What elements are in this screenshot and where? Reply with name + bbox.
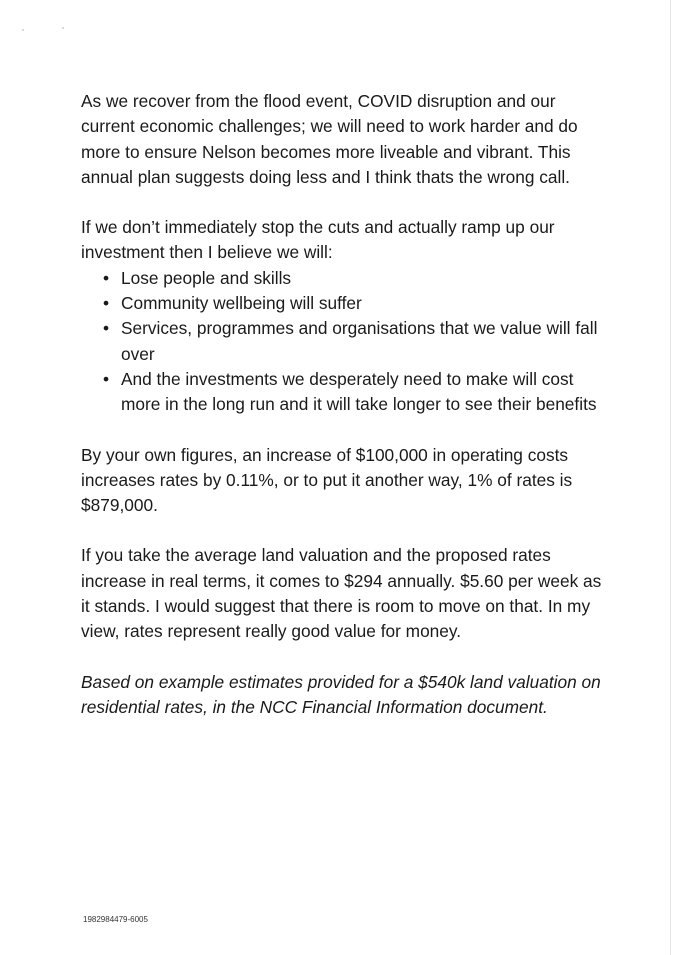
paragraph-figures: By your own figures, an increase of $100,000 in operating costs increases rates by 0.11%, or to put it another way, 1% of rates is $879,000.: [81, 444, 573, 516]
list-item: [81, 266, 611, 291]
scan-speck: [22, 29, 24, 31]
bullet-icon: •: [103, 368, 110, 389]
paragraph-stop-cuts: If we don’t immediately stop the cuts and actually ramp up our investment then I believe we will:: [81, 217, 555, 263]
document-body: [81, 89, 611, 745]
list-item: [81, 291, 611, 316]
list-item-text: Lose people and skills: [121, 267, 292, 288]
bullet-icon: •: [103, 293, 110, 314]
bullet-list: [81, 266, 611, 418]
scan-edge: [670, 0, 671, 955]
paragraph-estimate-note: Based on example estimates provided for a $540k land valuation on residential rates, in the NCC Financial Information document.: [81, 671, 601, 717]
list-item: [81, 316, 611, 367]
paragraph-recovery: As we recover from the flood event, COVID disruption and our current economic challenges; we will need to work harder and do more to ensure Nelson becomes more liveable and vibrant. This annual plan suggests doing less and I think thats the wrong call.: [81, 91, 578, 187]
bullet-icon: •: [103, 318, 110, 339]
list-item-text: And the investments we desperately need to make will cost more in the long run and it will take longer to see their benefits: [121, 368, 597, 415]
list-item-text: Services, programmes and organisations that we value will fall over: [121, 318, 598, 364]
document-id: 1982984479-6005: [83, 915, 148, 924]
list-item: [81, 367, 611, 418]
bullet-icon: •: [103, 267, 110, 288]
paragraph-land-valuation: If you take the average land valuation and the proposed rates increase in real terms, it comes to $294 annually. $5.60 per week as it stands. I would suggest that there is room to move on that. In my view, rates represent really good value for money.: [81, 545, 602, 642]
list-item-text: Community wellbeing will suffer: [121, 293, 362, 314]
scan-speck: [62, 27, 64, 29]
